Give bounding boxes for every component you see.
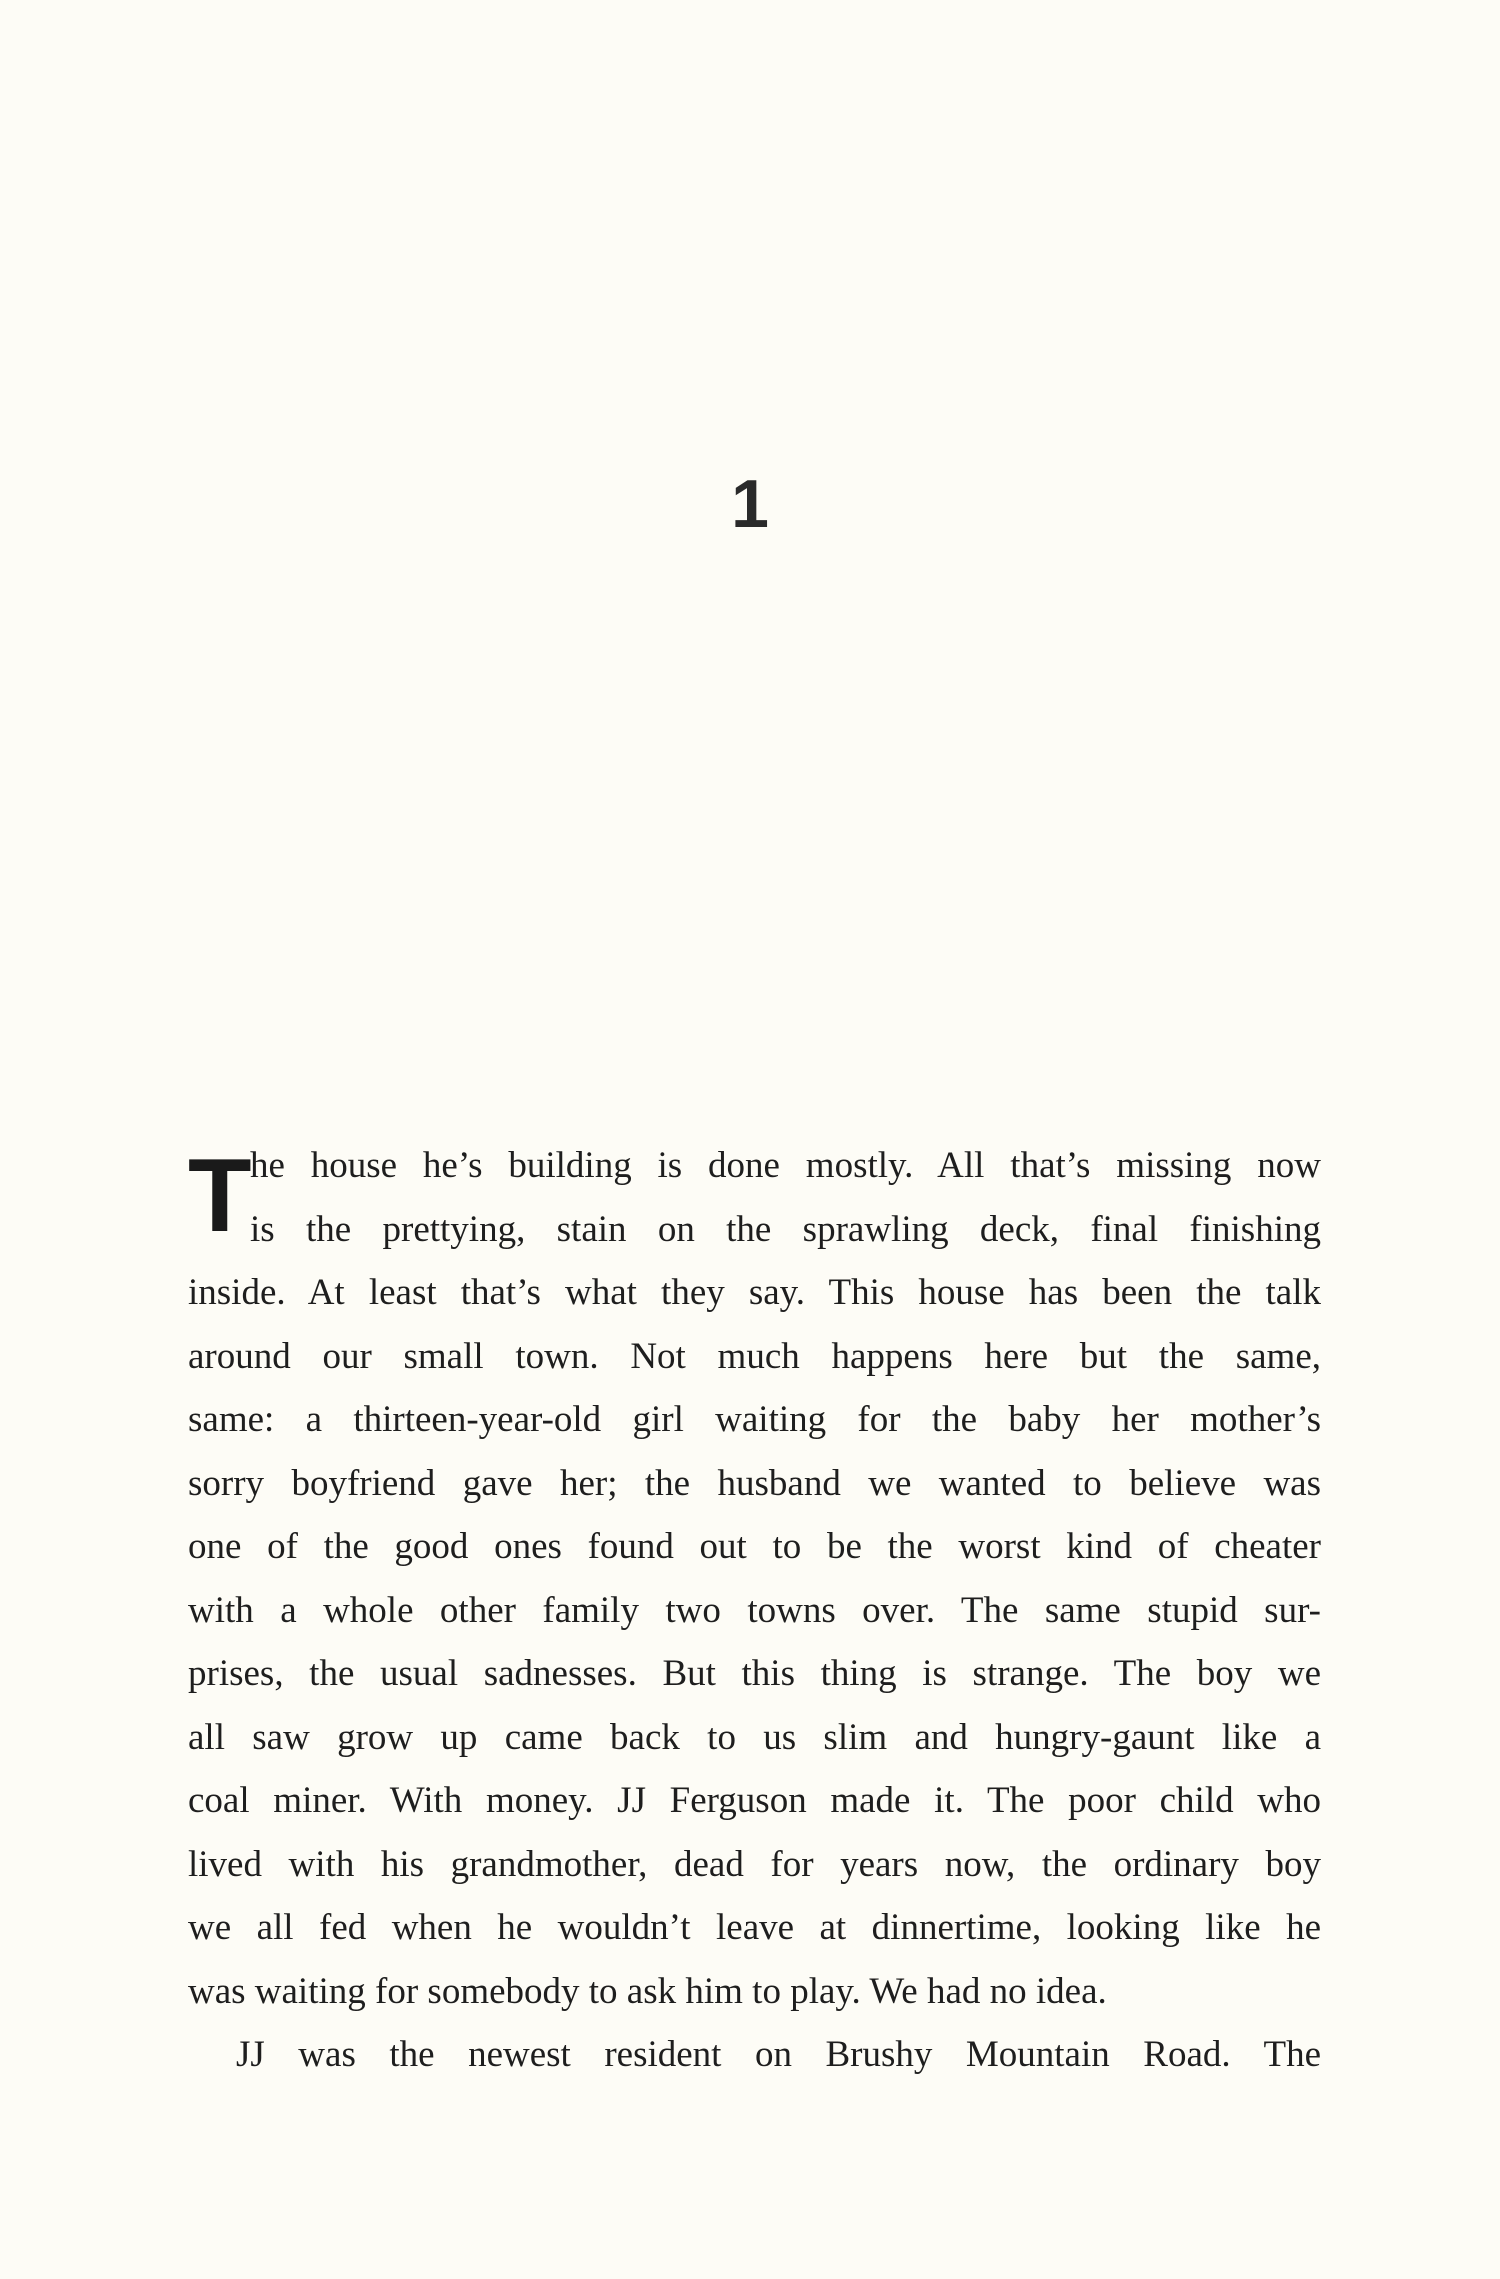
text-line: he house he’s building is done mostly. All that’s missing now	[250, 1145, 1321, 1186]
paragraph	[188, 2023, 1321, 2087]
text-line: was waiting for somebody to ask him to play. We had no idea.	[188, 1970, 1107, 2012]
text-line: with a whole other family two towns over. The same stupid sur-	[188, 1589, 1321, 1631]
drop-cap: T	[188, 1138, 252, 1254]
text-line: coal miner. With money. JJ Ferguson made it. The poor child who	[188, 1780, 1321, 1821]
text-line: is the prettying, stain on the sprawling deck, final finishing	[250, 1208, 1321, 1250]
text-line: JJ was the newest resident on Brushy Mountain Road. The	[236, 2034, 1321, 2075]
text-line: same: a thirteen-year-old girl waiting for the baby her mother’s	[188, 1399, 1321, 1440]
text-line: sorry boyfriend gave her; the husband we wanted to believe was	[188, 1462, 1321, 1504]
text-line: around our small town. Not much happens here but the same,	[188, 1335, 1321, 1377]
body-text	[188, 1134, 1321, 2087]
text-line: inside. At least that’s what they say. This house has been the talk	[188, 1272, 1321, 1313]
text-line: prises, the usual sadnesses. But this thing is strange. The boy we	[188, 1653, 1321, 1694]
text-line: we all fed when he wouldn’t leave at dinnertime, looking like he	[188, 1907, 1321, 1948]
text-line: one of the good ones found out to be the worst kind of cheater	[188, 1526, 1321, 1567]
chapter-number: 1	[731, 466, 769, 542]
text-line: all saw grow up came back to us slim and hungry-gaunt like a	[188, 1716, 1321, 1758]
paragraph	[188, 1134, 1321, 2023]
text-line: lived with his grandmother, dead for years now, the ordinary boy	[188, 1843, 1321, 1885]
